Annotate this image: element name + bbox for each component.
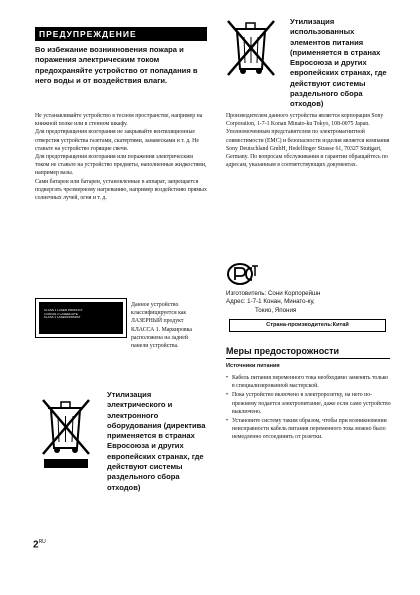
maker-line: Изготовитель: Сони Корпорейшн	[226, 290, 321, 297]
precautions-list	[226, 374, 391, 443]
precautions-subtitle: Источники питания	[226, 363, 280, 369]
page-number-value: 2	[33, 539, 39, 551]
warning-paragraph: Для предотвращения возгорания не закрывайте вентиляционные отверстия устройства газетами, скатертями, занавесками и т. д. Не ставьте на устройство горящие свечи.	[35, 129, 199, 152]
disposal-batteries-heading-top	[290, 17, 395, 110]
laser-label-line: KLASS 1 LASERAPPARAT	[44, 315, 81, 320]
list-item: • Кабель питания переменного тока необходимо заменять только в специализированной мастерской.	[226, 374, 391, 390]
warning-paragraphs	[35, 112, 207, 202]
laser-label-line: LUOKAN 1 LASERLAITE	[44, 311, 78, 316]
manufacturer-address	[226, 290, 396, 315]
disposal-equipment-heading: Утилизация электрического и электронного оборудования (директива применяется в странах Евросоюза и других европейских странах, где действуют системы раздельного сбора отходов)	[107, 390, 206, 492]
crossed-bin-battery-icon	[222, 15, 280, 87]
list-item: • Пока устройство включено в электророзетку, на него по-прежнему подается электропитание, даже если само устройство выключено.	[226, 391, 391, 416]
address-line: Токио, Япония	[255, 306, 297, 314]
manufacturer-text: Производителем данного устройства является корпорация Sony Corporation, 1-7-1 Konan Minato-ku Tokyo, 108-0075 Japan. Уполномоченным представителем по электромагнитной совместимости (ЕМС) и безопасности изделия является компания Sony Deutschland GmbH, Hedelfinger Strasse 61, 70327 Stuttgart, Germany. По вопросам обслуживания и гарантии обращайтесь по адресам, указанным в соответствующих документах.	[226, 113, 390, 169]
page-lang: RU	[38, 539, 46, 545]
laser-description: Данное устройство классифицируется как ЛАЗЕРНЫЙ продукт КЛАССА 1. Маркировка расположена на задней панели устройства.	[131, 302, 192, 350]
warning-paragraph: Для предотвращения возгорания или поражения электрическим током не ставьте на устройство предметы, наполненные жидкостями, например вазы.	[35, 154, 207, 177]
address-line: Адрес: 1-7-1 Конан, Минато-ку,	[226, 298, 315, 306]
pct-certification-icon	[226, 262, 260, 286]
warning-paragraph: Не устанавливайте устройство в тесном пространстве, например на книжной полке или в стенном шкафу.	[35, 113, 203, 128]
warning-bold-text: Во избежание возникновения пожара и поражения электрическим током предохраняйте устройство от попадания в него воды и от воздействия влаги.	[35, 45, 198, 85]
crossed-bin-icon	[35, 392, 97, 470]
divider	[226, 358, 390, 359]
laser-label-line: CLASS 1 LASER PRODUCT	[44, 308, 83, 312]
page-number	[33, 539, 46, 550]
disposal-batteries-heading: Утилизация использованных элементов питания (применяется в странах Евросоюза и других европейских странах, где действуют системы раздельного сбора отходов)	[290, 17, 387, 109]
precautions-title: Меры предосторожности	[226, 346, 340, 356]
laser-label	[39, 302, 123, 334]
list-item: • Установите систему таким образом, чтобы при возникновении неисправности кабель питания переменного тока можно было немедленно отсоединить от розетки.	[226, 417, 391, 442]
country-of-origin-box: Страна-производитель:Китай	[229, 319, 386, 332]
warning-paragraph: Сами батареи или батареи, установленные в аппарат, запрещается подвергать чрезмерному нагреванию, например воздействию прямых солнечных лучей, огня и т. д.	[35, 178, 207, 202]
warning-title: ПРЕДУПРЕЖДЕНИЕ	[35, 27, 207, 41]
